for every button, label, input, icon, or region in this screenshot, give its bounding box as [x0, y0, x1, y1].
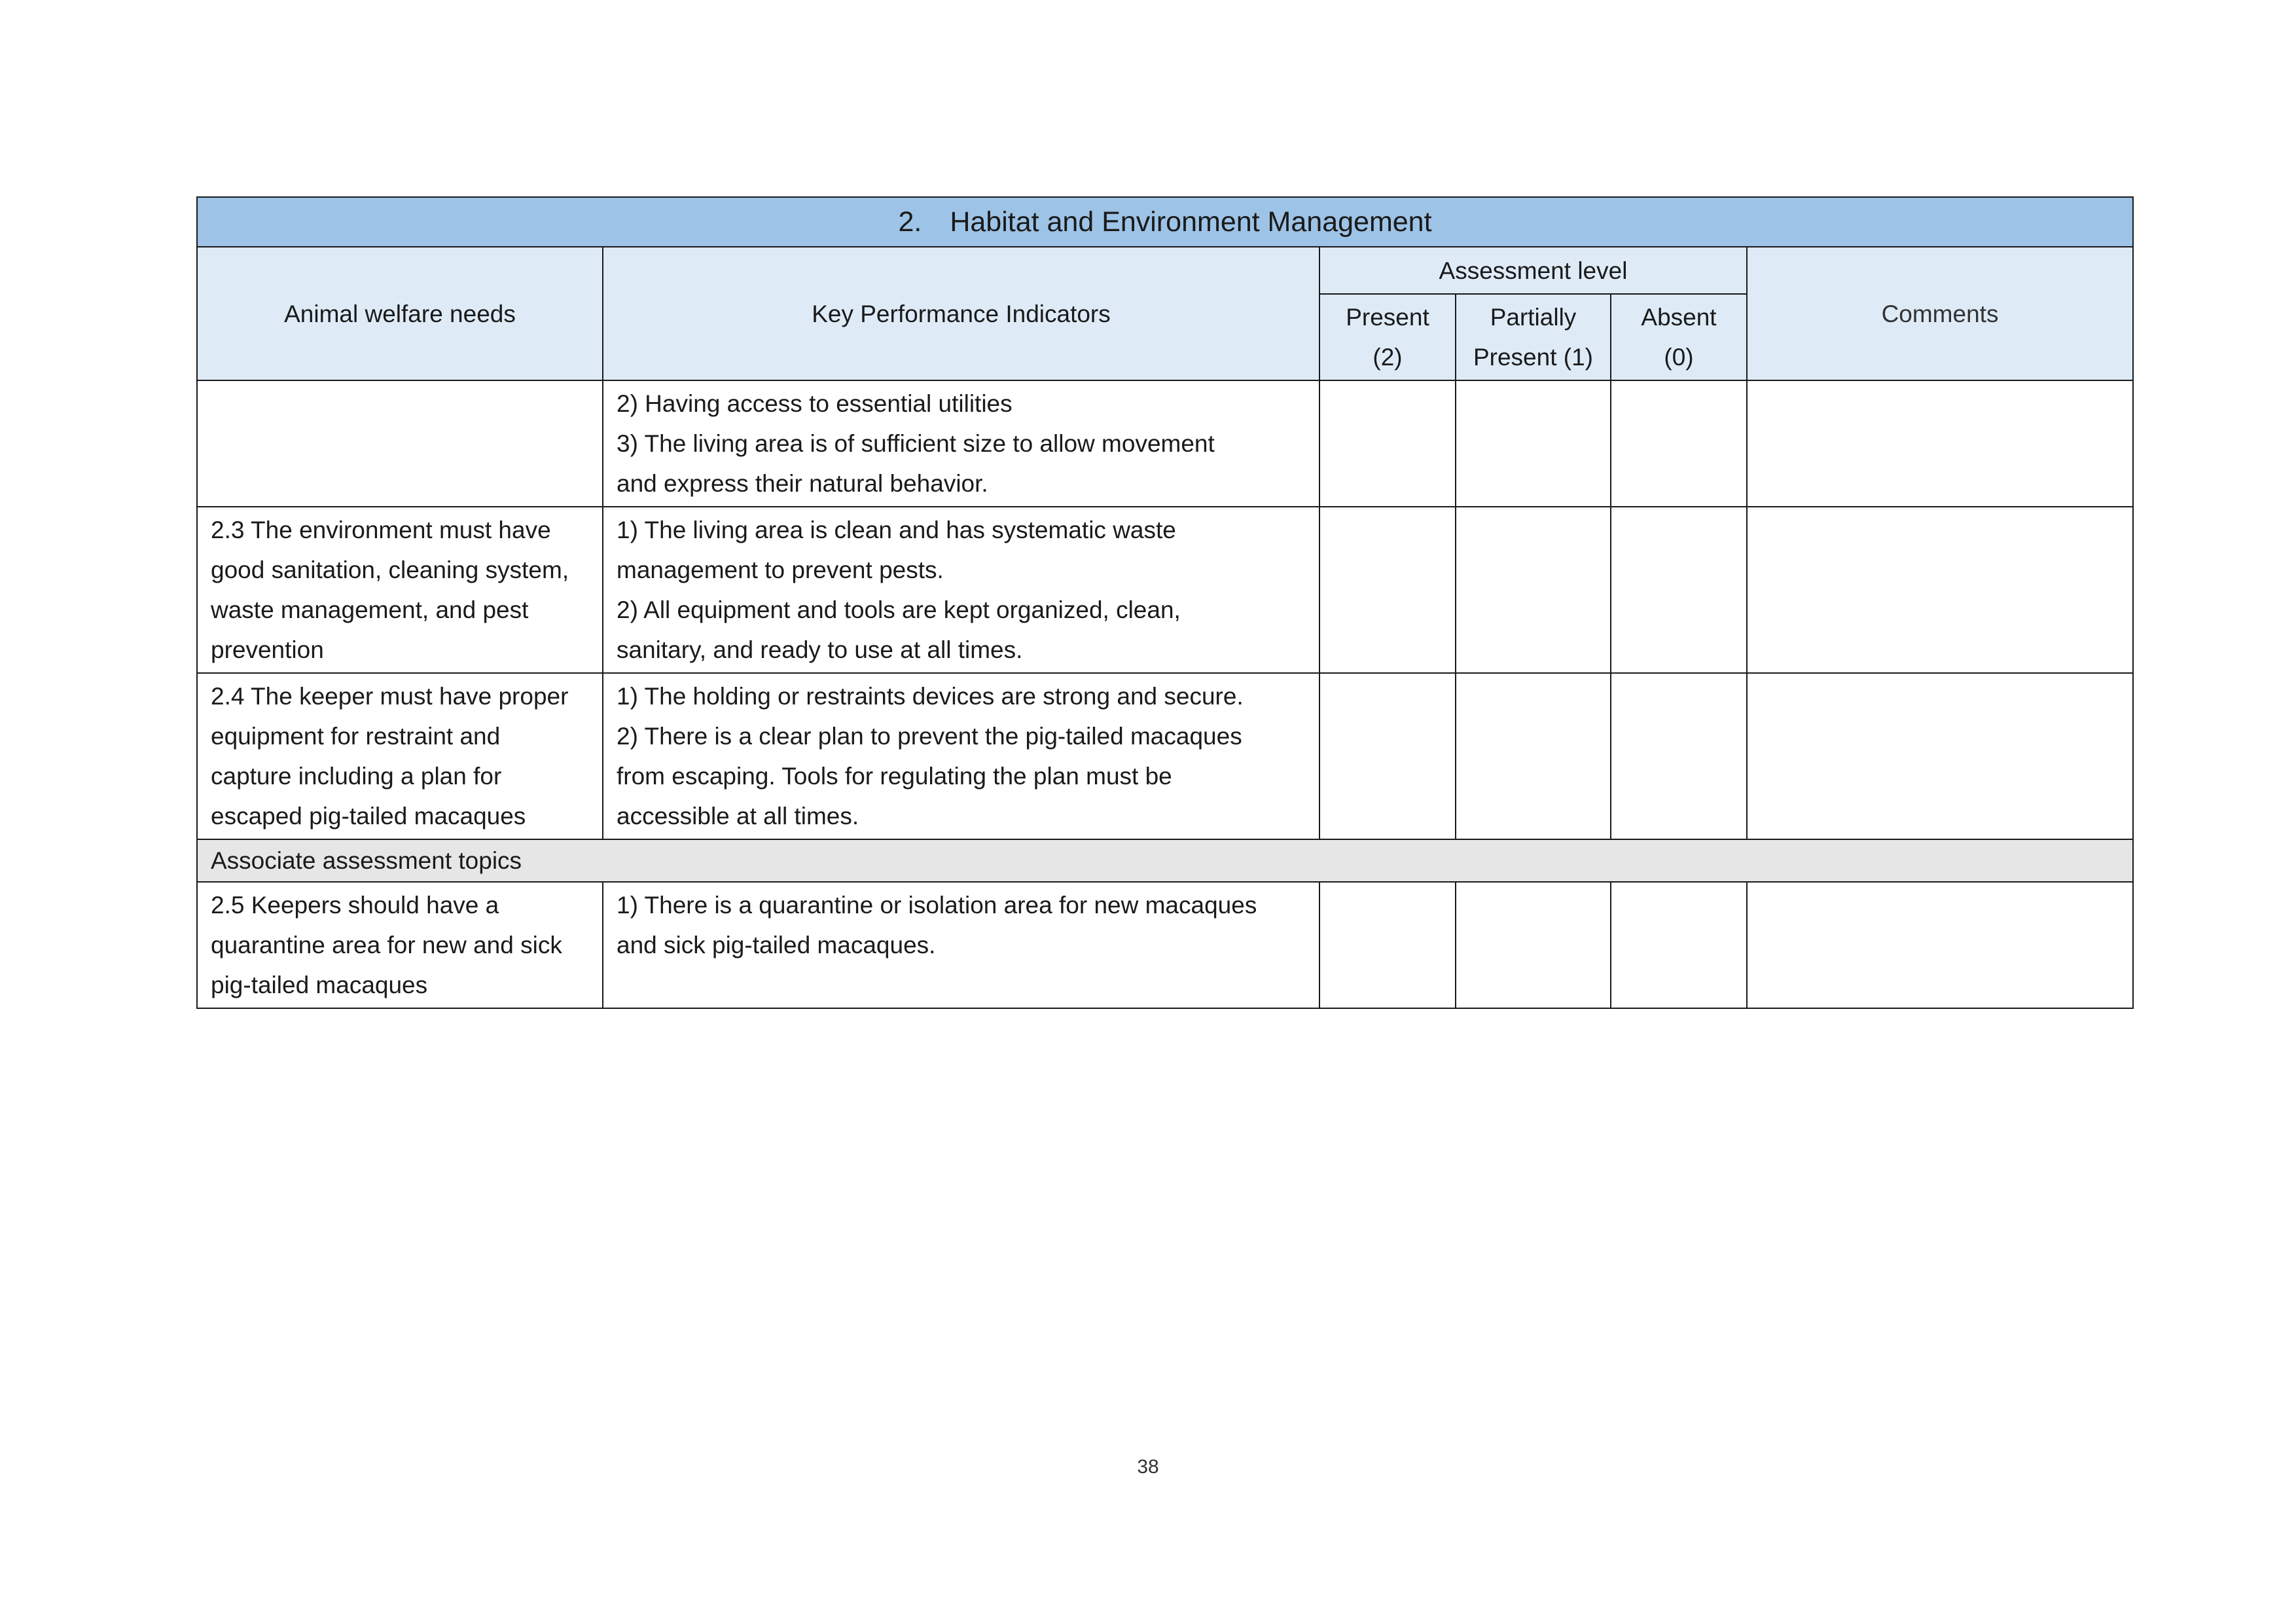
present-cell[interactable]: [1319, 673, 1456, 839]
comments-cell[interactable]: [1747, 380, 2133, 507]
absent-cell[interactable]: [1611, 380, 1747, 507]
needs-line: prevention: [211, 636, 324, 663]
table-row: [197, 380, 2133, 507]
needs-line: capture including a plan for: [211, 763, 502, 790]
partially-present-cell[interactable]: [1456, 673, 1611, 839]
needs-line: escaped pig-tailed macaques: [211, 803, 526, 830]
comments-cell[interactable]: [1747, 882, 2133, 1008]
kpi-cell: [603, 380, 1319, 507]
header-key-performance-indicators: Key Performance Indicators: [603, 247, 1319, 380]
kpi-line: from escaping. Tools for regulating the plan must be: [617, 763, 1172, 790]
needs-cell: [197, 673, 603, 839]
partially-present-cell[interactable]: [1456, 882, 1611, 1008]
kpi-line: 1) The living area is clean and has systematic waste: [617, 517, 1176, 543]
table-row: [197, 507, 2133, 673]
header-absent-line: Absent: [1641, 304, 1717, 331]
absent-cell[interactable]: [1611, 507, 1747, 673]
header-present: [1319, 294, 1456, 380]
needs-line: quarantine area for new and sick: [211, 932, 562, 958]
kpi-line: accessible at all times.: [617, 803, 859, 830]
kpi-cell: [603, 673, 1319, 839]
kpi-line: 2) All equipment and tools are kept organized, clean,: [617, 596, 1181, 623]
kpi-line: 2) There is a clear plan to prevent the pig-tailed macaques: [617, 723, 1242, 750]
header-assessment-level: Assessment level: [1319, 247, 1747, 294]
needs-line: good sanitation, cleaning system,: [211, 556, 569, 583]
section-title: 2. Habitat and Environment Management: [197, 197, 2133, 247]
header-absent: [1611, 294, 1747, 380]
needs-cell: [197, 380, 603, 507]
needs-line: equipment for restraint and: [211, 723, 501, 750]
table-row: [197, 673, 2133, 839]
kpi-line: 1) There is a quarantine or isolation area for new macaques: [617, 892, 1257, 919]
comments-cell[interactable]: [1747, 507, 2133, 673]
kpi-line: 3) The living area is of sufficient size to allow movement: [617, 430, 1215, 457]
kpi-line: and sick pig-tailed macaques.: [617, 932, 936, 958]
kpi-line: sanitary, and ready to use at all times.: [617, 636, 1023, 663]
needs-line: pig-tailed macaques: [211, 972, 428, 998]
kpi-cell: [603, 507, 1319, 673]
needs-line: 2.3 The environment must have: [211, 517, 551, 543]
header-animal-welfare-needs: Animal welfare needs: [197, 247, 603, 380]
present-cell[interactable]: [1319, 882, 1456, 1008]
header-partially-line: Partially: [1490, 304, 1577, 331]
kpi-line: management to prevent pests.: [617, 556, 944, 583]
absent-cell[interactable]: [1611, 882, 1747, 1008]
present-cell[interactable]: [1319, 507, 1456, 673]
header-absent-score: (0): [1664, 344, 1694, 371]
needs-line: 2.4 The keeper must have proper: [211, 683, 569, 710]
needs-cell: [197, 882, 603, 1008]
table-row: [197, 882, 2133, 1008]
header-present-line: Present: [1346, 304, 1429, 331]
assessment-table: [196, 196, 2134, 1009]
header-comments: Comments: [1747, 247, 2133, 380]
partially-present-cell[interactable]: [1456, 380, 1611, 507]
comments-cell[interactable]: [1747, 673, 2133, 839]
kpi-line: and express their natural behavior.: [617, 470, 988, 497]
header-partially-score: Present (1): [1473, 344, 1593, 371]
kpi-cell: [603, 882, 1319, 1008]
header-present-score: (2): [1372, 344, 1403, 371]
partially-present-cell[interactable]: [1456, 507, 1611, 673]
header-partially-present: [1456, 294, 1611, 380]
absent-cell[interactable]: [1611, 673, 1747, 839]
needs-line: 2.5 Keepers should have a: [211, 892, 499, 919]
section-header-associate-topics: Associate assessment topics: [197, 839, 2133, 882]
page-number: 38: [1137, 1456, 1159, 1478]
present-cell[interactable]: [1319, 380, 1456, 507]
kpi-line: 1) The holding or restraints devices are strong and secure.: [617, 683, 1244, 710]
kpi-line: 2) Having access to essential utilities: [617, 390, 1013, 417]
needs-cell: [197, 507, 603, 673]
needs-line: waste management, and pest: [211, 596, 529, 623]
